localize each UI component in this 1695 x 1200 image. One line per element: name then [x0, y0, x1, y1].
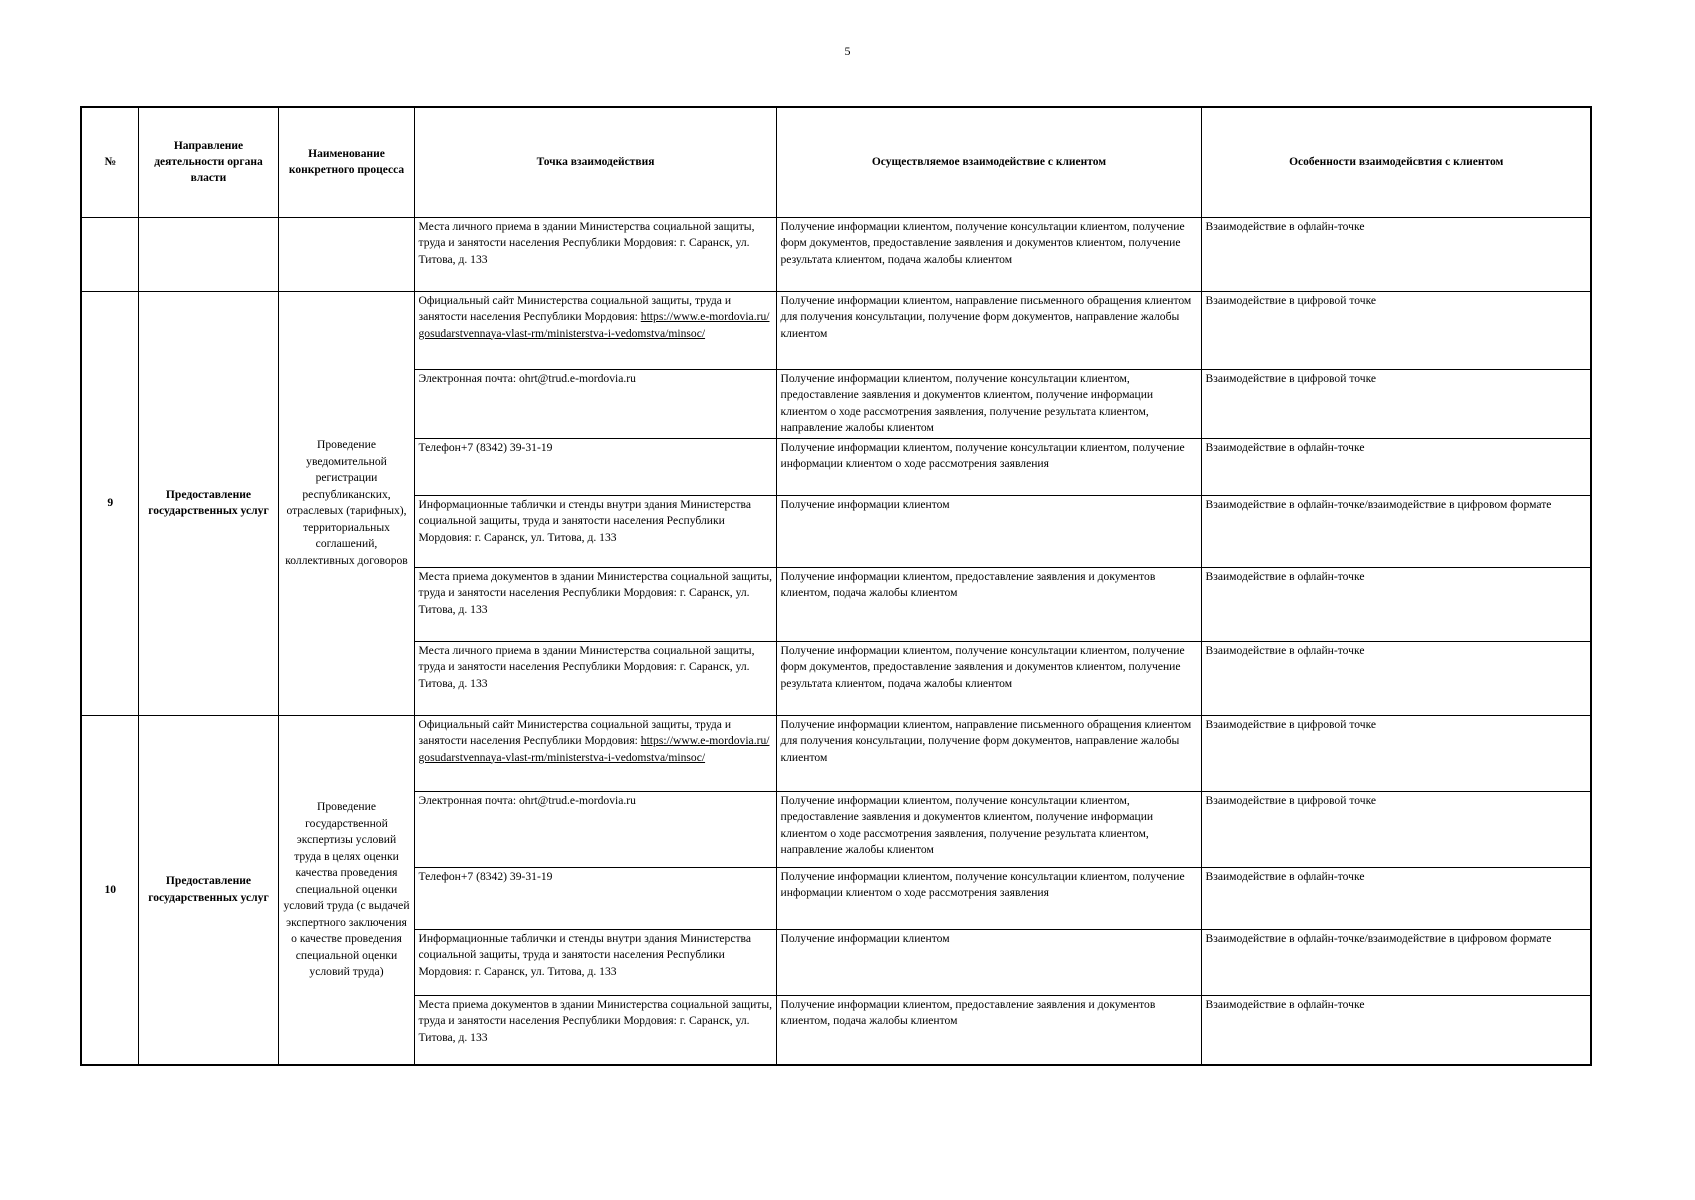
header-features: Особенности взаимодейсвтия с клиентом — [1201, 107, 1591, 217]
interaction-cell: Получение информации клиентом, получение консультации клиентом, предоставление заявления и документов клиентом, получение информации клиентом о ходе рассмотрения заявления, получение результата клиентом, направление жалобы клиентом — [776, 369, 1201, 438]
interaction-table — [80, 106, 1592, 1066]
table-row — [81, 217, 1591, 291]
process-cell — [278, 217, 414, 291]
point-cell — [414, 715, 776, 791]
point-text: Телефон+7 (8342) 39-31-19 — [418, 869, 553, 883]
interaction-cell: Получение информации клиентом, получение консультации клиентом, получение информации клиентом о ходе рассмотрения заявления — [776, 438, 1201, 495]
header-point: Точка взаимодействия — [414, 107, 776, 217]
table-row — [81, 715, 1591, 791]
features-cell: Взаимодействие в цифровой точке — [1201, 715, 1591, 791]
point-text: Телефон+7 (8342) 39-31-19 — [418, 440, 553, 454]
features-cell: Взаимодействие в цифровой точке — [1201, 791, 1591, 867]
row-number-cell: 10 — [81, 715, 138, 1065]
interaction-cell: Получение информации клиентом, получение консультации клиентом, предоставление заявления и документов клиентом, получение информации клиентом о ходе рассмотрения заявления, получение результата клиентом, направление жалобы клиентом — [776, 791, 1201, 867]
point-text: Информационные таблички и стенды внутри здания Министерства социальной защиты, труда и занятости населения Республики Мордовия: г. Саранск, ул. Титова, д. 133 — [418, 931, 752, 978]
interaction-cell: Получение информации клиентом — [776, 495, 1201, 567]
point-cell: Места личного приема в здании Министерства социальной защиты, труда и занятости населения Республики Мордовия: г. Саранск, ул. Титова, д. 133 — [414, 217, 776, 291]
point-cell — [414, 438, 776, 495]
header-process: Наименование конкретного процесса — [278, 107, 414, 217]
process-cell: Проведение государственной экспертизы условий труда в целях оценки качества проведения специальной оценки условий труда (с выдачей экспертного заключения о качестве проведения специальной оценки условий труда) — [278, 715, 414, 1065]
point-cell — [414, 641, 776, 715]
interaction-cell: Получение информации клиентом, направление письменного обращения клиентом для получения консультации, получение форм документов, направление жалобы клиентом — [776, 715, 1201, 791]
features-cell: Взаимодействие в цифровой точке — [1201, 291, 1591, 369]
point-text: Места приема документов в здании Министерства социальной защиты, труда и занятости населения Республики Мордовия: г. Саранск, ул. Титова, д. 133 — [418, 569, 773, 616]
point-text: Места приема документов в здании Министерства социальной защиты, труда и занятости населения Республики Мордовия: г. Саранск, ул. Титова, д. 133 — [418, 997, 773, 1044]
point-text: Официальный сайт Министерства социальной защиты, труда и занятости населения Республики Мордовия: — [418, 717, 732, 747]
features-cell: Взаимодействие в офлайн-точке — [1201, 217, 1591, 291]
interaction-cell: Получение информации клиентом, предоставление заявления и документов клиентом, подача жалобы клиентом — [776, 567, 1201, 641]
point-text: Электронная почта: ohrt@trud.e-mordovia.ru — [418, 371, 636, 385]
interaction-cell: Получение информации клиентом, получение консультации клиентом, получение форм документов, предоставление заявления и документов клиентом, получение результата клиентом, подача жалобы клиентом — [776, 641, 1201, 715]
website-link[interactable]: https://www.e-mordovia.ru/gosudarstvennaya-vlast-rm/ministerstva-i-vedomstva/minsoc/ — [418, 310, 770, 340]
point-cell — [414, 929, 776, 995]
point-text: Информационные таблички и стенды внутри здания Министерства социальной защиты, труда и занятости населения Республики Мордовия: г. Саранск, ул. Титова, д. 133 — [418, 497, 752, 544]
point-cell — [414, 291, 776, 369]
process-cell: Проведение уведомительной регистрации республиканских, отраслевых (тарифных), территориальных соглашений, коллективных договоров — [278, 291, 414, 715]
header-direction: Направление деятельности органа власти — [138, 107, 278, 217]
point-cell — [414, 867, 776, 929]
direction-cell — [138, 217, 278, 291]
header-num: № — [81, 107, 138, 217]
features-cell: Взаимодействие в офлайн-точке — [1201, 641, 1591, 715]
direction-cell: Предоставление государственных услуг — [138, 715, 278, 1065]
header-interaction: Осуществляемое взаимодействие с клиентом — [776, 107, 1201, 217]
row-number-cell: 9 — [81, 291, 138, 715]
point-cell — [414, 567, 776, 641]
features-cell: Взаимодействие в офлайн-точке — [1201, 995, 1591, 1065]
website-link[interactable]: https://www.e-mordovia.ru/gosudarstvennaya-vlast-rm/ministerstva-i-vedomstva/minsoc/ — [418, 734, 770, 764]
features-cell: Взаимодействие в офлайн-точке/взаимодействие в цифровом формате — [1201, 929, 1591, 995]
point-cell — [414, 791, 776, 867]
num-cell — [81, 217, 138, 291]
table-header-row — [81, 107, 1591, 217]
point-cell — [414, 995, 776, 1065]
interaction-cell: Получение информации клиентом, получение консультации клиентом, получение информации клиентом о ходе рассмотрения заявления — [776, 867, 1201, 929]
direction-cell: Предоставление государственных услуг — [138, 291, 278, 715]
point-cell — [414, 369, 776, 438]
features-cell: Взаимодействие в офлайн-точке — [1201, 438, 1591, 495]
point-text: Официальный сайт Министерства социальной защиты, труда и занятости населения Республики Мордовия: — [418, 293, 732, 323]
interaction-cell: Получение информации клиентом — [776, 929, 1201, 995]
interaction-cell: Получение информации клиентом, предоставление заявления и документов клиентом, подача жалобы клиентом — [776, 995, 1201, 1065]
interaction-cell: Получение информации клиентом, направление письменного обращения клиентом для получения консультации, получение форм документов, направление жалобы клиентом — [776, 291, 1201, 369]
features-cell: Взаимодействие в офлайн-точке — [1201, 567, 1591, 641]
point-text: Места личного приема в здании Министерства социальной защиты, труда и занятости населения Республики Мордовия: г. Саранск, ул. Титова, д. 133 — [418, 643, 755, 690]
page-number: 5 — [844, 44, 851, 58]
table-row — [81, 291, 1591, 369]
features-cell: Взаимодействие в офлайн-точке — [1201, 867, 1591, 929]
point-text: Электронная почта: ohrt@trud.e-mordovia.ru — [418, 793, 636, 807]
features-cell: Взаимодействие в офлайн-точке/взаимодействие в цифровом формате — [1201, 495, 1591, 567]
point-cell — [414, 495, 776, 567]
features-cell: Взаимодействие в цифровой точке — [1201, 369, 1591, 438]
interaction-cell: Получение информации клиентом, получение консультации клиентом, получение форм документов, предоставление заявления и документов клиентом, получение результата клиентом, подача жалобы клиентом — [776, 217, 1201, 291]
